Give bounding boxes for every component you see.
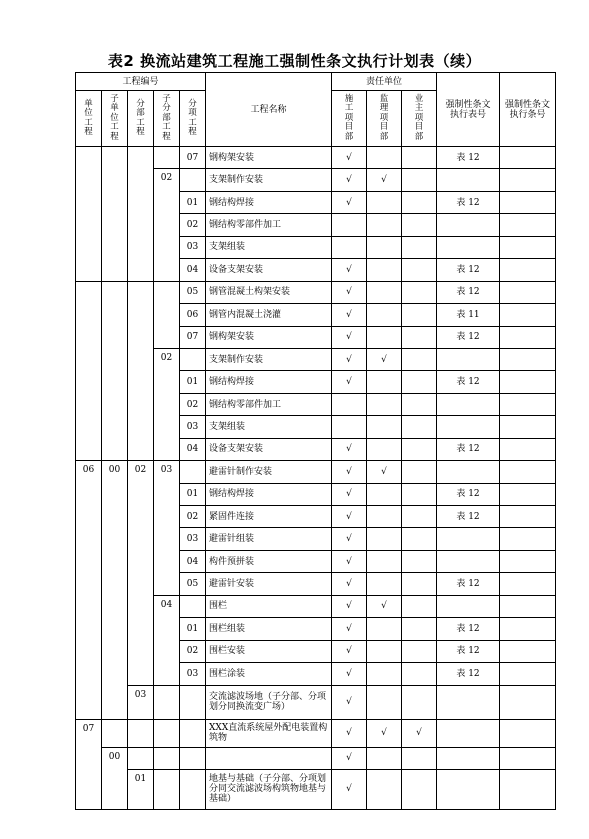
cell-sg: √ [332,595,367,617]
cell-sg: √ [332,147,367,169]
cell-yz [402,191,437,213]
cell-name: 钢管混凝土构架安装 [206,281,332,303]
cell-clause [500,506,556,528]
cell-yz [402,438,437,460]
cell-item: 07 [180,326,206,348]
cell-ref: 表 12 [437,259,500,281]
cell-ref: 表 12 [437,483,500,505]
header-owner: 业主项目部 [402,91,437,147]
cell-ref [437,169,500,191]
cell-clause [500,371,556,393]
cell-yz [402,550,437,572]
cell-item [180,348,206,370]
cell-clause [500,747,556,769]
cell-ref [437,393,500,415]
cell-yz [402,685,437,719]
cell-jl [367,618,402,640]
cell-subpart: 03 [154,461,180,596]
cell-sg [332,416,367,438]
cell-jl [367,438,402,460]
header-table-no: 强制性条文执行表号 [437,73,500,147]
cell-item [180,685,206,719]
cell-sg: √ [332,348,367,370]
cell-unit: 06 [76,461,102,719]
cell-sg: √ [332,483,367,505]
cell-yz [402,663,437,685]
cell-name: 支架组装 [206,416,332,438]
cell-subunit: 00 [102,461,128,719]
cell-jl: √ [367,348,402,370]
cell-jl [367,214,402,236]
cell-jl [367,528,402,550]
cell-subunit [102,281,128,461]
cell-name: 支架组装 [206,236,332,258]
cell-ref [437,685,500,719]
cell-sg: √ [332,191,367,213]
cell-subunit [102,719,128,747]
cell-clause [500,573,556,595]
cell-clause [500,719,556,747]
cell-sg: √ [332,573,367,595]
cell-ref [437,348,500,370]
cell-sg: √ [332,326,367,348]
cell-clause [500,348,556,370]
cell-yz [402,618,437,640]
cell-name: 钢结构焊接 [206,371,332,393]
cell-ref: 表 12 [437,371,500,393]
cell-sg: √ [332,304,367,326]
cell-clause [500,528,556,550]
cell-subpart: 02 [154,348,180,460]
cell-item [180,719,206,747]
cell-item: 04 [180,259,206,281]
cell-sg [332,236,367,258]
header-name: 工程名称 [206,73,332,147]
cell-ref [437,719,500,747]
cell-sg: √ [332,663,367,685]
cell-clause [500,461,556,483]
cell-clause [500,483,556,505]
cell-ref [437,236,500,258]
cell-item: 05 [180,281,206,303]
cell-ref [437,769,500,809]
cell-item [180,461,206,483]
table-body [76,147,556,810]
cell-unit [76,147,102,282]
cell-item: 03 [180,236,206,258]
cell-subpart [154,747,180,769]
cell-clause [500,304,556,326]
cell-ref: 表 12 [437,506,500,528]
cell-name: 钢结构焊接 [206,483,332,505]
cell-jl [367,191,402,213]
cell-sg [332,214,367,236]
cell-jl [367,147,402,169]
cell-yz [402,483,437,505]
cell-yz: √ [402,719,437,747]
cell-ref [437,461,500,483]
cell-jl [367,506,402,528]
header-subpart: 子分部工程 [154,91,180,147]
cell-jl [367,685,402,719]
cell-name: 支架制作安装 [206,348,332,370]
cell-jl [367,416,402,438]
cell-jl: √ [367,461,402,483]
table-row [76,747,556,769]
cell-sg: √ [332,461,367,483]
cell-part: 03 [128,685,154,719]
cell-yz [402,640,437,662]
header-group-code: 工程编号 [76,73,206,91]
cell-jl [367,304,402,326]
cell-yz [402,281,437,303]
cell-item: 06 [180,304,206,326]
cell-clause [500,685,556,719]
cell-ref: 表 12 [437,640,500,662]
cell-item: 01 [180,371,206,393]
header-clause-no: 强制性条文执行条号 [500,73,556,147]
header-construction: 施工项目部 [332,91,367,147]
cell-name: 设备支架安装 [206,259,332,281]
cell-subpart [154,769,180,809]
cell-jl [367,640,402,662]
cell-ref [437,528,500,550]
cell-ref: 表 12 [437,573,500,595]
cell-ref [437,550,500,572]
cell-name: 钢结构焊接 [206,191,332,213]
cell-unit [76,281,102,461]
cell-ref: 表 11 [437,304,500,326]
cell-item [180,595,206,617]
cell-yz [402,169,437,191]
cell-item: 02 [180,640,206,662]
cell-sg: √ [332,259,367,281]
cell-unit: 07 [76,719,102,809]
cell-jl [367,573,402,595]
cell-part: 02 [128,461,154,685]
cell-jl [367,550,402,572]
cell-jl [367,393,402,415]
cell-name: 避雷针组装 [206,528,332,550]
cell-name: 钢管内混凝土浇灌 [206,304,332,326]
cell-clause [500,214,556,236]
cell-jl [367,769,402,809]
cell-name: 围栏安装 [206,640,332,662]
cell-name: 地基与基础（子分部、分项划分同交流滤波场构筑物地基与基础） [206,769,332,809]
page-title: 表2 换流站建筑工程施工强制性条文执行计划表（续） [107,52,482,70]
cell-jl [367,371,402,393]
cell-part [128,747,154,769]
cell-sg: √ [332,506,367,528]
cell-yz [402,769,437,809]
cell-sg: √ [332,281,367,303]
cell-yz [402,595,437,617]
cell-yz [402,416,437,438]
cell-item: 07 [180,147,206,169]
cell-item: 03 [180,663,206,685]
cell-clause [500,393,556,415]
cell-yz [402,393,437,415]
cell-clause [500,550,556,572]
cell-part: 01 [128,769,154,809]
cell-jl [367,236,402,258]
plan-table [75,72,556,810]
cell-jl [367,259,402,281]
cell-yz [402,747,437,769]
cell-clause [500,281,556,303]
table-row [76,147,556,169]
cell-subpart: 02 [154,169,180,281]
cell-clause [500,259,556,281]
cell-yz [402,371,437,393]
cell-clause [500,147,556,169]
cell-yz [402,259,437,281]
cell-sg: √ [332,438,367,460]
cell-item: 04 [180,550,206,572]
cell-name: 构件预拼装 [206,550,332,572]
cell-name: 紧固件连接 [206,506,332,528]
cell-ref: 表 12 [437,438,500,460]
cell-yz [402,214,437,236]
cell-name: 支架制作安装 [206,169,332,191]
cell-clause [500,618,556,640]
cell-jl [367,281,402,303]
header-supervision: 监理项目部 [367,91,402,147]
cell-sg: √ [332,169,367,191]
cell-item: 04 [180,438,206,460]
cell-name: 钢构架安装 [206,147,332,169]
cell-item: 05 [180,573,206,595]
cell-jl [367,747,402,769]
cell-subpart [154,719,180,747]
cell-name: 钢结构零部件加工 [206,214,332,236]
cell-yz [402,147,437,169]
cell-clause [500,640,556,662]
table-row [76,769,556,809]
cell-subpart: 04 [154,595,180,685]
cell-ref [437,214,500,236]
cell-sg [332,393,367,415]
cell-sg: √ [332,685,367,719]
cell-item: 02 [180,214,206,236]
cell-item: 03 [180,528,206,550]
cell-yz [402,304,437,326]
cell-jl: √ [367,169,402,191]
cell-sg: √ [332,747,367,769]
cell-ref [437,747,500,769]
cell-sg: √ [332,769,367,809]
cell-clause [500,169,556,191]
cell-item: 02 [180,393,206,415]
header-group-resp: 责任单位 [332,73,437,91]
table-row [76,461,556,483]
cell-item: 03 [180,416,206,438]
cell-ref: 表 12 [437,663,500,685]
cell-part [128,719,154,747]
table-row [76,719,556,747]
cell-item: 01 [180,191,206,213]
cell-subpart [154,685,180,719]
cell-name: 钢构架安装 [206,326,332,348]
cell-yz [402,528,437,550]
cell-name: 设备支架安装 [206,438,332,460]
table-row [76,281,556,303]
header-item: 分项工程 [180,91,206,147]
cell-clause [500,769,556,809]
cell-ref: 表 12 [437,281,500,303]
cell-item [180,747,206,769]
cell-clause [500,438,556,460]
cell-subpart [154,281,180,348]
cell-yz [402,326,437,348]
cell-name: 钢结构零部件加工 [206,393,332,415]
cell-name: 避雷针安装 [206,573,332,595]
cell-sg: √ [332,618,367,640]
cell-jl [367,483,402,505]
cell-subunit: 00 [102,747,128,809]
cell-sg: √ [332,528,367,550]
cell-name: 避雷针制作安装 [206,461,332,483]
cell-name: 围栏 [206,595,332,617]
cell-name: 围栏涂装 [206,663,332,685]
cell-name: XXX直流系统屋外配电装置构筑物 [206,719,332,747]
cell-yz [402,348,437,370]
cell-jl: √ [367,719,402,747]
cell-item [180,769,206,809]
cell-clause [500,595,556,617]
cell-part [128,281,154,461]
cell-subpart [154,147,180,169]
cell-name [206,747,332,769]
header-part: 分部工程 [128,91,154,147]
cell-item [180,169,206,191]
cell-ref: 表 12 [437,147,500,169]
cell-ref [437,416,500,438]
cell-jl [367,663,402,685]
cell-clause [500,663,556,685]
cell-ref: 表 12 [437,618,500,640]
cell-sg: √ [332,371,367,393]
cell-subunit [102,147,128,282]
cell-clause [500,191,556,213]
cell-jl [367,326,402,348]
cell-item: 02 [180,506,206,528]
cell-sg: √ [332,719,367,747]
header-subunit: 子单位工程 [102,91,128,147]
header-unit: 单位工程 [76,91,102,147]
cell-ref: 表 12 [437,191,500,213]
cell-sg: √ [332,640,367,662]
cell-clause [500,416,556,438]
cell-part [128,147,154,282]
cell-clause [500,326,556,348]
table-row [76,685,556,719]
cell-yz [402,461,437,483]
cell-yz [402,236,437,258]
cell-item: 01 [180,618,206,640]
cell-yz [402,573,437,595]
cell-ref [437,595,500,617]
cell-clause [500,236,556,258]
cell-item: 01 [180,483,206,505]
cell-jl: √ [367,595,402,617]
cell-yz [402,506,437,528]
cell-ref: 表 12 [437,326,500,348]
cell-name: 交流滤波场地（子分部、分项划分同换流变广场） [206,685,332,719]
cell-sg: √ [332,550,367,572]
cell-name: 围栏组装 [206,618,332,640]
